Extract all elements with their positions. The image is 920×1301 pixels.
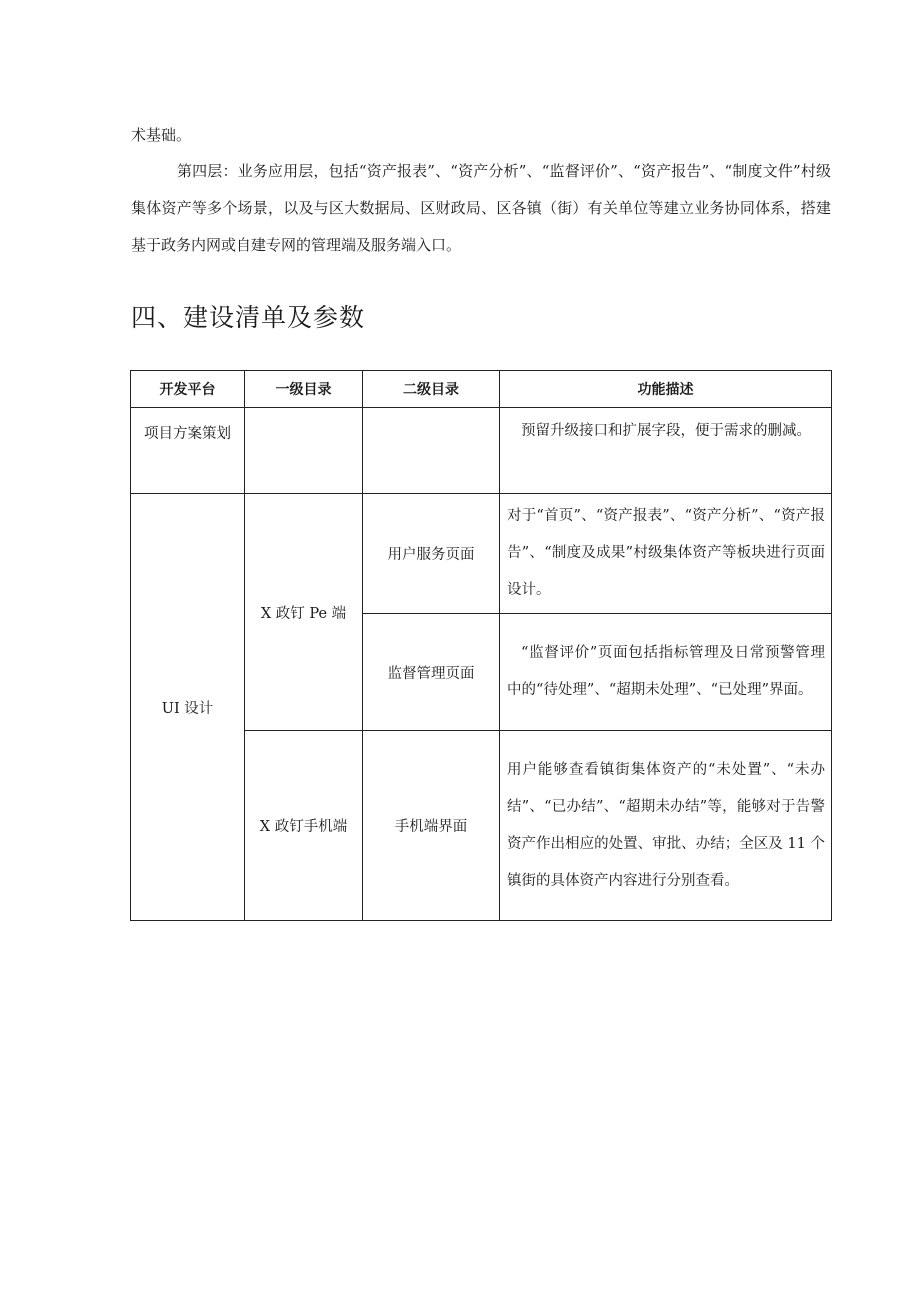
table-header-row (131, 371, 832, 408)
cell-level2: 手机端界面 (363, 731, 500, 921)
header-description: 功能描述 (500, 371, 832, 408)
cell-description: 用户能够查看镇街集体资产的“未处置”、“未办结”、“已办结”、“超期未办结”等，能够对于告警资产作出相应的处置、审批、办结；全区及 11 个镇街的具体资产内容进行分别查看。 (500, 731, 832, 921)
header-level1: 一级目录 (245, 371, 363, 408)
section-heading: 四、建设清单及参数 (131, 303, 366, 332)
cell-level2 (363, 408, 500, 494)
table-row (131, 408, 832, 494)
construction-list-table (130, 370, 832, 921)
table-row (131, 494, 832, 614)
header-level2: 二级目录 (363, 371, 500, 408)
cell-level1-pc: X 政钉 Pe 端 (245, 494, 363, 731)
cell-level2: 监督管理页面 (363, 614, 500, 731)
paragraph-layer-four: 第四层：业务应用层，包括“资产报表”、“资产分析”、“监督评价”、“资产报告”、“制度文件”村级集体资产等多个场景，以及与区大数据局、区财政局、区各镇（街）有关单位等建立业务协同体系，搭建基于政务内网或自建专网的管理端及服务端入口。 (131, 162, 831, 254)
cell-level2: 用户服务页面 (363, 494, 500, 614)
cell-description: 对于“首页”、“资产报表”、“资产分析”、“资产报告”、“制度及成果”村级集体资产等板块进行页面设计。 (500, 494, 832, 614)
paragraph-continuation: 术基础。 (131, 126, 192, 144)
header-platform: 开发平台 (131, 371, 245, 408)
cell-description: 预留升级接口和扩展字段，便于需求的删减。 (500, 408, 832, 494)
cell-level1 (245, 408, 363, 494)
cell-description: “监督评价”页面包括指标管理及日常预警管理中的“待处理”、“超期未处理”、“已处理”界面。 (500, 614, 832, 731)
cell-platform: 项目方案策划 (131, 408, 245, 494)
cell-level1-mobile: X 政钉手机端 (245, 731, 363, 921)
cell-platform-ui: UI 设计 (131, 494, 245, 921)
